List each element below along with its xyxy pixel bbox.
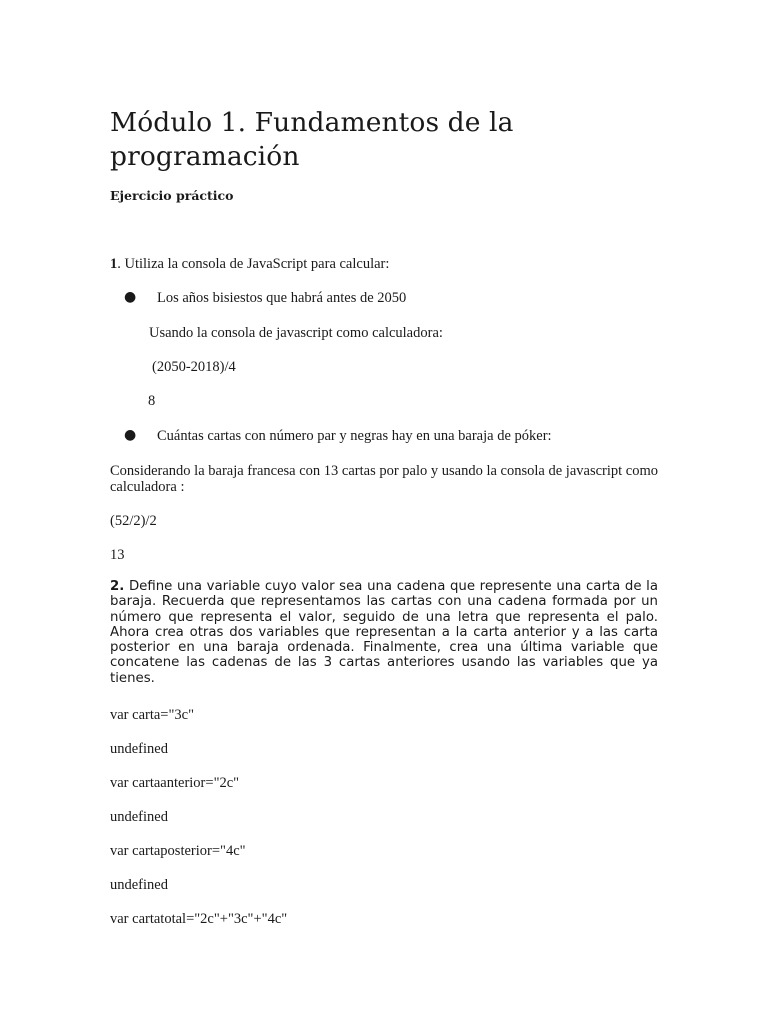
question-2-text: Define una variable cuyo valor sea una cadena que represente una carta de la baraja. Recuerda que representamos las cartas con una cadena formada por un número que representa el valor, seguido de una letra que representa el palo. Ahora crea otras dos variables que representan a la carta anterior y a las carta posterior en una baraja ordenada. Finalmente, crea una última variable que concatene las cadenas de las 3 cartas anteriores usando las variables que ya tienes. — [110, 579, 658, 686]
answer-1-line-1: Usando la consola de javascript como calculadora: — [149, 325, 443, 341]
answer-2-expression: (52/2)/2 — [110, 513, 157, 529]
code-line: var cartatotal="2c"+"3c"+"4c" — [110, 911, 288, 927]
question-2-number: 2. — [110, 579, 125, 594]
code-output: undefined — [110, 877, 168, 893]
answer-1-line-2: (2050-2018)/4 — [152, 359, 236, 375]
code-line: var carta="3c" — [110, 707, 195, 723]
question-1-number: 1 — [110, 256, 118, 272]
code-output: undefined — [110, 741, 168, 757]
bullet-2-text: Cuántas cartas con número par y negras hay en una baraja de póker: — [157, 428, 552, 444]
answer-2-result: 13 — [110, 547, 125, 563]
exercise-subtitle: Ejercicio práctico — [110, 188, 234, 203]
answer-2-paragraph: Considerando la baraja francesa con 13 cartas por palo y usando la consola de javascript como calculadora : — [110, 463, 658, 495]
question-1 — [110, 256, 389, 272]
bullet-dot-icon: ● — [124, 289, 137, 305]
question-1-text: . Utiliza la consola de JavaScript para calcular: — [117, 256, 390, 272]
code-line: var cartaposterior="4c" — [110, 843, 246, 859]
answer-1-line-3: 8 — [148, 393, 156, 409]
question-2 — [110, 579, 658, 686]
document-title: Módulo 1. Fundamentos de la programación — [110, 107, 514, 172]
document-page — [110, 106, 658, 927]
bullet-1-text: Los años bisiestos que habrá antes de 2050 — [157, 290, 407, 306]
bullet-dot-icon: ● — [124, 427, 137, 443]
code-line: var cartaanterior="2c" — [110, 775, 240, 791]
code-output: undefined — [110, 809, 168, 825]
